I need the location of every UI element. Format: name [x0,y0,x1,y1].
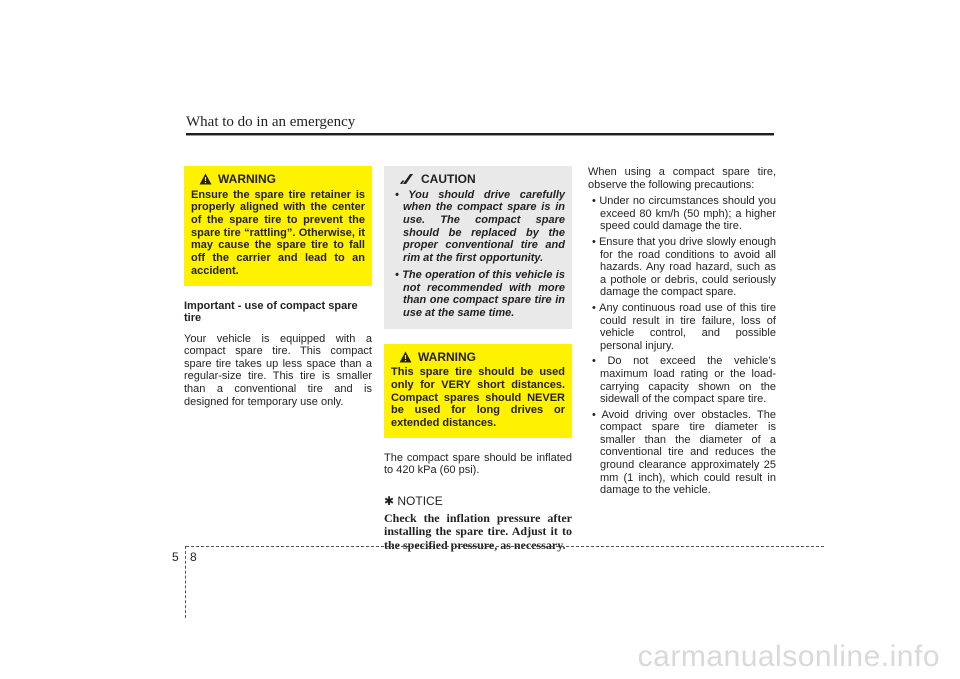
caution-slash-icon [399,173,415,185]
warning-box-retainer [184,166,372,286]
caution-list [391,189,565,320]
footer-dashed-rule [186,546,824,547]
caution-header [391,173,565,186]
notice-text: Check the inflation pressure after installing the spare tire. Adjust it to the specified pressure, as necessary. [384,510,572,552]
precautions-intro: When using a compact spare tire, observe the following precautions: [588,166,776,191]
list-item: • Any continuous road use of this tire could result in tire failure, loss of vehicle control, and possible personal injury. [592,301,776,352]
column-2 [384,166,572,552]
column-1 [184,166,372,408]
caution-item: • You should drive carefully when the compact spare is in use. The compact spare should be replaced by the proper conventional tire and rim at the first opportunity. [395,188,565,265]
warning-text: Ensure the spare tire retainer is properly aligned with the center of the spare tire to prevent the spare tire “rattling”. Otherwise, it may cause the spare tire to fall off the carrier and lead to an accident. [191,188,365,277]
paragraph: Your vehicle is equipped with a compact spare tire. This compact spare tire takes up less space than a regular-size tire. This tire is smaller than a conventional tire and is designed for temporary use only. [184,332,372,408]
chapter-number: 5 [172,550,179,564]
warning-triangle-icon [199,173,212,185]
footer-vertical-dashed-rule [185,546,186,618]
section-title: What to do in an emergency [186,114,356,130]
warning-box-short-distance [384,344,572,438]
warning-title: WARNING [418,349,476,364]
warning-header [391,351,565,364]
inflation-paragraph: The compact spare should be inflated to 420 kPa (60 psi). [384,451,572,477]
list-item: • Ensure that you drive slowly enough for the road conditions to avoid all hazards. Any road hazard, such as a pothole or debris, could seriously damage the compact spare. [592,235,776,299]
list-item: • Avoid driving over obstacles. The compact spare tire diameter is smaller than the diameter of a conventional tire and reduces the ground clearance approximately 25 mm (1 inch), which could result in damage to the vehicle. [592,408,776,497]
page-number: 8 [190,550,197,564]
list-item: • Do not exceed the vehicle’s maximum load rating or the load-carrying capacity shown on the sidewall of the compact spare tire. [592,355,776,406]
precautions-list [588,195,776,497]
warning-triangle-icon [399,351,412,363]
watermark: carmanualsonline.info [637,640,940,673]
header-rule-shadow [186,135,774,136]
caution-item: • The operation of this vehicle is not recommended with more than one compact spare tire in use at the same time. [395,268,565,319]
caution-title: CAUTION [421,172,476,186]
caution-box [384,166,572,329]
notice-title: ✱ NOTICE [384,493,443,508]
warning-title: WARNING [218,172,276,186]
subheading: Important - use of compact spare tire [184,299,358,325]
warning-text: This spare tire should be used only for VERY short distances. Compact spares should NEVER be used for long drives or extended distances. [391,366,565,430]
column-3 [588,166,776,500]
warning-header [191,173,365,186]
list-item: • Under no circumstances should you exceed 80 km/h (50 mph); a higher speed could damage the tire. [592,195,776,233]
